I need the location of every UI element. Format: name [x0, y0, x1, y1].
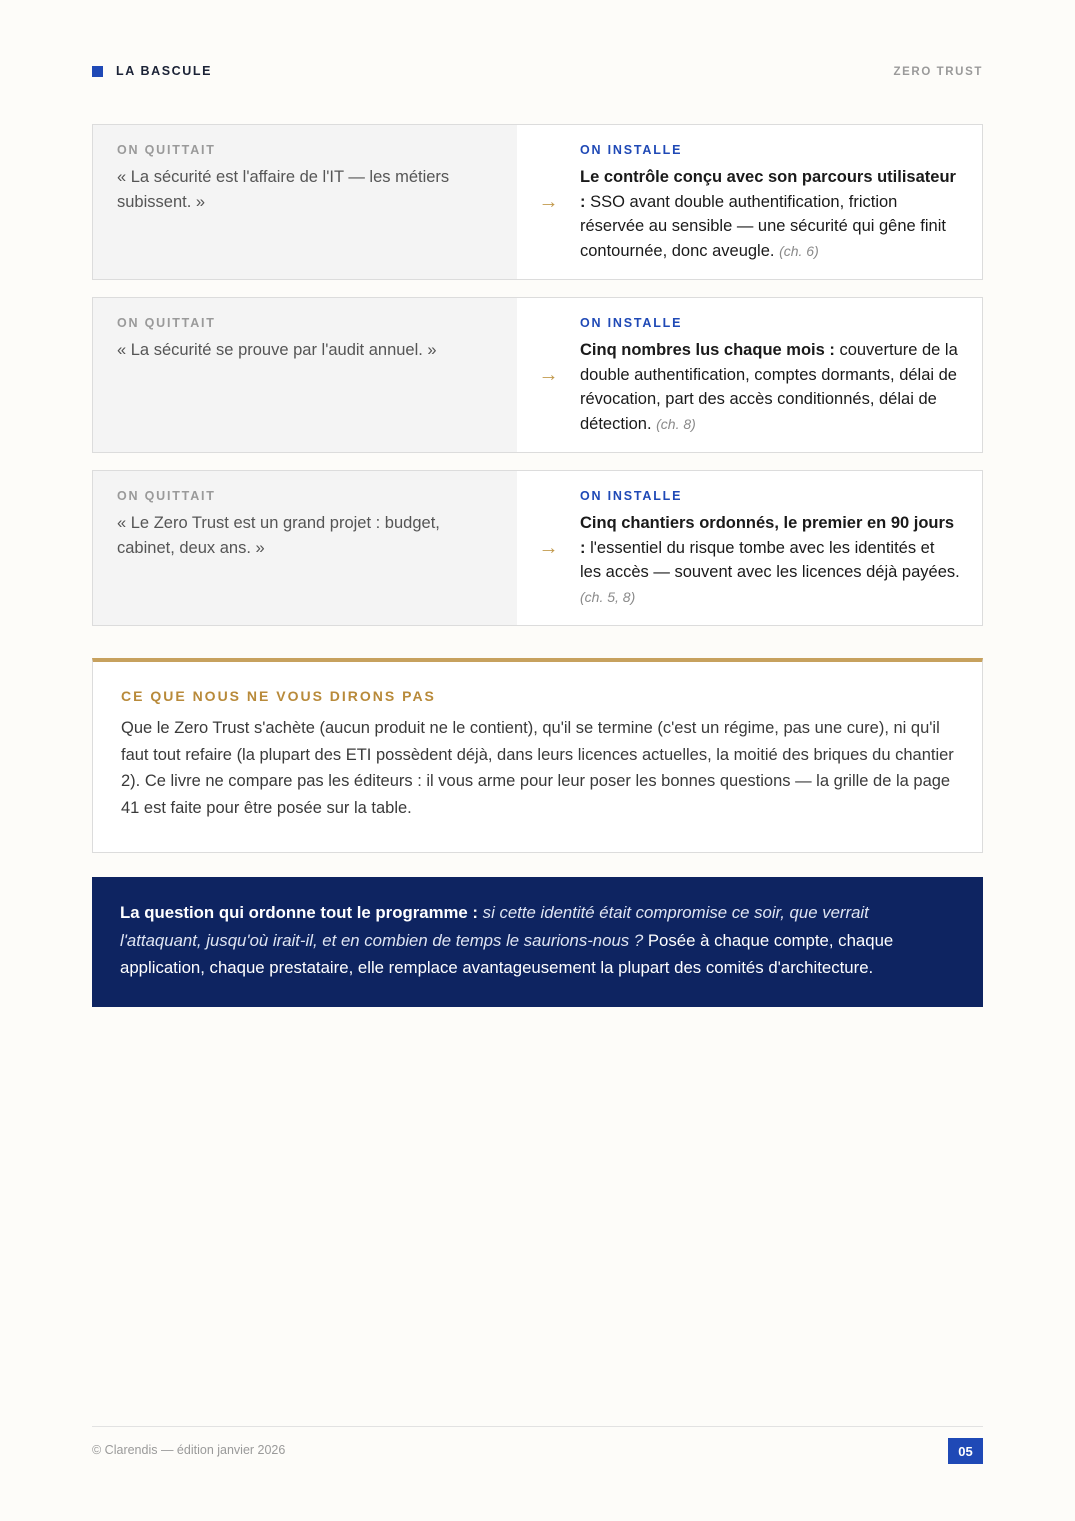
after-panel [580, 125, 982, 279]
after-text [580, 165, 960, 263]
after-lead: Cinq chantiers ordonnés, le premier en 90 jours : [580, 514, 955, 557]
section-title: LA BASCULE [116, 64, 213, 78]
before-panel [93, 471, 517, 625]
chapter-ref: (ch. 8) [656, 415, 696, 432]
before-panel [93, 298, 517, 452]
transition-row [92, 297, 983, 453]
before-quote: « La sécurité est l'affaire de l'IT — les métiers subissent. » [117, 168, 450, 211]
footer-divider [92, 1426, 983, 1427]
after-lead: Cinq nombres lus chaque mois : [580, 341, 835, 359]
before-kicker: ON QUITTAIT [117, 143, 216, 157]
question-italic: si cette identité était compromise ce soir, que verrait l'attaquant, jusqu'où irait-il, et en combien de temps le saurions-nous ? [120, 903, 869, 950]
before-quote: « Le Zero Trust est un grand projet : budget, cabinet, deux ans. » [117, 514, 440, 557]
after-body: SSO avant double authentification, friction réservée au sensible — une sécurité qui gêne finit contournée, donc aveugle. [580, 192, 946, 260]
page-number: 05 [948, 1438, 983, 1464]
after-kicker: ON INSTALLE [580, 316, 683, 330]
arrow-right-icon: → [538, 363, 559, 386]
before-panel [93, 125, 517, 279]
after-lead: Le contrôle conçu avec son parcours utilisateur : [580, 168, 956, 211]
section-brand [92, 64, 212, 78]
after-kicker: ON INSTALLE [580, 143, 683, 157]
key-question-box [92, 877, 983, 1007]
before-quote: « La sécurité se prouve par l'audit annuel. » [117, 341, 437, 359]
section-marker-icon [92, 66, 103, 77]
after-kicker: ON INSTALLE [580, 489, 683, 503]
question-rest: Posée à chaque compte, chaque application, chaque prestataire, elle remplace avantageusement la plupart des comités d'architecture. [120, 930, 894, 977]
chapter-ref: (ch. 6) [779, 242, 819, 259]
after-panel [580, 298, 982, 452]
page-header [92, 64, 983, 84]
question-lead: La question qui ordonne tout le programme : [120, 903, 479, 922]
copyright-note: © Clarendis — édition janvier 2026 [92, 1443, 286, 1457]
after-text [580, 511, 960, 609]
arrow-right-icon: → [538, 536, 559, 559]
before-kicker: ON QUITTAIT [117, 489, 216, 503]
running-title: ZERO TRUST [893, 66, 983, 78]
after-body: couverture de la double authentification, comptes dormants, délai de révocation, part des accès conditionnés, délai de détection. [580, 341, 958, 433]
callout-title: CE QUE NOUS NE VOUS DIRONS PAS [121, 688, 436, 704]
before-kicker: ON QUITTAIT [117, 316, 216, 330]
transition-row [92, 124, 983, 280]
transition-row [92, 470, 983, 626]
after-body: l'essentiel du risque tombe avec les identités et les accès — souvent avec les licences déjà payées. [580, 538, 960, 581]
after-text [580, 338, 960, 436]
disclaimer-callout [92, 658, 983, 853]
chapter-ref: (ch. 5, 8) [580, 588, 636, 605]
callout-body: Que le Zero Trust s'achète (aucun produit ne le contient), qu'il se termine (c'est un régime, pas une cure), ni qu'il faut tout refaire (la plupart des ETI possèdent déjà, dans leurs licences actuelles, la moitié des briques du chantier 2). Ce livre ne compare pas les éditeurs : il vous arme pour leur poser les bonnes questions — la grille de la page 41 est faite pour être posée sur la table. [121, 719, 954, 817]
arrow-right-icon: → [538, 190, 559, 213]
after-panel [580, 471, 982, 625]
